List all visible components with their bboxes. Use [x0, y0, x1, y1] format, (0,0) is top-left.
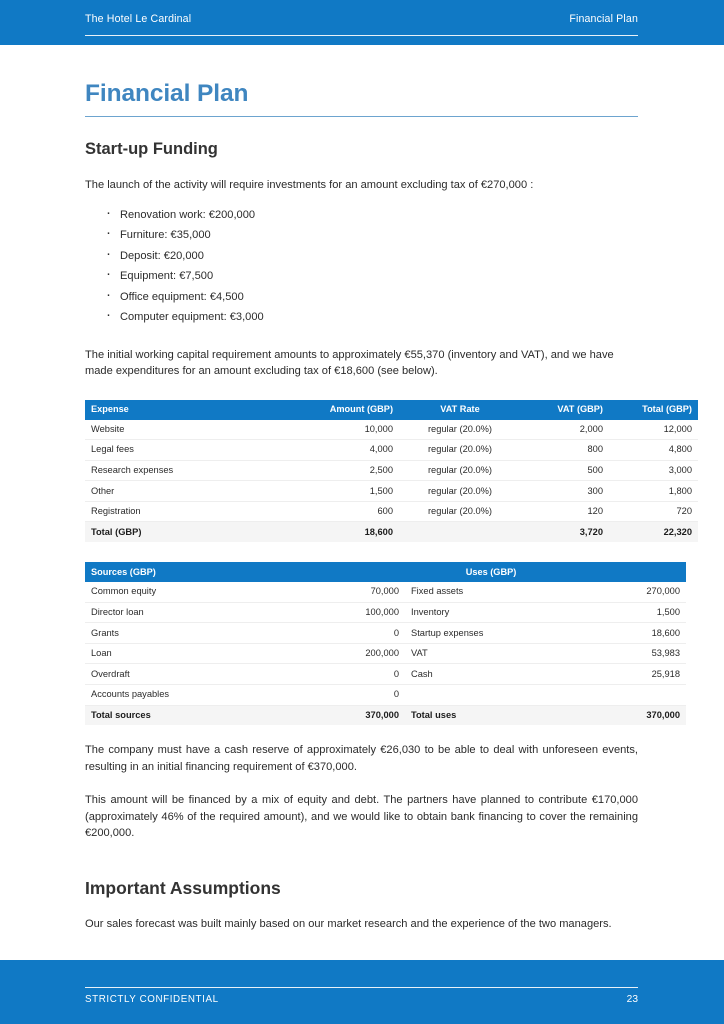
cell-vat-rate: regular (20.0%) — [399, 481, 521, 502]
cell-use-val: 25,918 — [577, 664, 686, 685]
cell-expense: Registration — [85, 501, 293, 522]
cell-vat-rate-total — [399, 522, 521, 542]
cell-use: VAT — [405, 643, 577, 664]
cell-vat: 800 — [521, 440, 609, 461]
cell-source: Accounts payables — [85, 685, 287, 706]
footer-confidentiality-notice: STRICTLY CONFIDENTIAL — [85, 994, 219, 1005]
page-header-band — [0, 0, 724, 45]
cell-total: 720 — [609, 501, 698, 522]
page-header — [85, 13, 638, 36]
cell-total: 1,800 — [609, 481, 698, 502]
cell-source: Overdraft — [85, 664, 287, 685]
table-row — [85, 440, 698, 461]
table-header-row — [85, 400, 698, 420]
list-item: · Deposit: €20,000 — [106, 248, 638, 269]
cell-vat: 120 — [521, 501, 609, 522]
footer-page-number: 23 — [626, 994, 638, 1005]
cell-amount: 1,500 — [293, 481, 399, 502]
list-item: · Renovation work: €200,000 — [106, 207, 638, 228]
cell-use — [405, 685, 577, 706]
column-header-amount: Amount (GBP) — [293, 400, 399, 420]
cell-use-val: 270,000 — [577, 582, 686, 602]
cell-expense: Website — [85, 420, 293, 440]
cell-use-val: 18,600 — [577, 623, 686, 644]
cell-vat-total: 3,720 — [521, 522, 609, 542]
cell-amount: 4,000 — [293, 440, 399, 461]
cell-expense: Legal fees — [85, 440, 293, 461]
column-header-vat-rate: VAT Rate — [399, 400, 521, 420]
cell-source-val: 70,000 — [287, 582, 405, 602]
cell-source-val: 200,000 — [287, 643, 405, 664]
page-footer-band — [0, 960, 724, 1024]
column-header-expense: Expense — [85, 400, 293, 420]
column-header-total: Total (GBP) — [609, 400, 698, 420]
startup-funding-bullet-list — [85, 207, 638, 330]
cell-use: Fixed assets — [405, 582, 577, 602]
table-row — [85, 460, 698, 481]
financing-mix-paragraph: This amount will be financed by a mix of equity and debt. The partners have planned to contribute €170,000 (approximately 46% of the required amount), and we would like to obtain bank financing to cover the remaining €200,000. — [85, 794, 638, 840]
header-company-name: The Hotel Le Cardinal — [85, 13, 192, 25]
column-header-sources: Sources (GBP) — [85, 562, 287, 582]
table-row — [85, 501, 698, 522]
working-capital-paragraph: The initial working capital requirement amounts to approximately €55,370 (inventory and VAT), and we have made expenditures for an amount excluding tax of €18,600 (see below). — [85, 348, 614, 377]
cell-vat: 500 — [521, 460, 609, 481]
cell-vat: 2,000 — [521, 420, 609, 440]
cell-total-sources-label: Total sources — [85, 705, 287, 725]
section-heading-startup-funding: Start-up Funding — [85, 140, 218, 158]
cell-source-val: 0 — [287, 623, 405, 644]
cell-expense-total-label: Total (GBP) — [85, 522, 293, 542]
cell-source-val: 0 — [287, 664, 405, 685]
cell-total-uses-label: Total uses — [405, 705, 577, 725]
table-total-row — [85, 522, 698, 542]
cash-reserve-paragraph: The company must have a cash reserve of approximately €26,030 to be able to deal with unforeseen events, resulting in an initial financing requirement of €370,000. — [85, 744, 638, 773]
cell-amount: 10,000 — [293, 420, 399, 440]
table-row — [85, 623, 686, 644]
cell-vat-rate: regular (20.0%) — [399, 460, 521, 481]
table-total-row — [85, 705, 686, 725]
expense-table — [85, 400, 698, 543]
important-assumptions-paragraph: Our sales forecast was built mainly based on our market research and the experience of the two managers. — [85, 917, 612, 930]
cell-source-val: 0 — [287, 685, 405, 706]
cell-expense: Other — [85, 481, 293, 502]
cell-total-uses-value: 370,000 — [577, 705, 686, 725]
column-header-uses: Uses (GBP) — [405, 562, 577, 582]
cell-amount-total: 18,600 — [293, 522, 399, 542]
table-row — [85, 664, 686, 685]
sources-uses-table — [85, 562, 686, 725]
table-row — [85, 685, 686, 706]
cell-use-val: 1,500 — [577, 602, 686, 623]
cell-amount: 600 — [293, 501, 399, 522]
cell-source: Director loan — [85, 602, 287, 623]
section-heading-important-assumptions: Important Assumptions — [85, 877, 281, 898]
cell-use-val — [577, 685, 686, 706]
cell-total: 12,000 — [609, 420, 698, 440]
title-underline-rule — [85, 116, 638, 117]
list-item: · Furniture: €35,000 — [106, 227, 638, 248]
cell-use: Inventory — [405, 602, 577, 623]
table-row — [85, 420, 698, 440]
cell-expense: Research expenses — [85, 460, 293, 481]
cell-source-val: 100,000 — [287, 602, 405, 623]
table-row — [85, 602, 686, 623]
cell-use: Startup expenses — [405, 623, 577, 644]
cell-source: Loan — [85, 643, 287, 664]
list-item: · Equipment: €7,500 — [106, 268, 638, 289]
cell-total: 3,000 — [609, 460, 698, 481]
table-row — [85, 582, 686, 602]
page-content — [85, 45, 692, 932]
list-item: · Computer equipment: €3,000 — [106, 309, 638, 330]
cell-total-total: 22,320 — [609, 522, 698, 542]
cell-source: Grants — [85, 623, 287, 644]
column-header-vat: VAT (GBP) — [521, 400, 609, 420]
cell-use: Cash — [405, 664, 577, 685]
cell-vat-rate: regular (20.0%) — [399, 501, 521, 522]
cell-amount: 2,500 — [293, 460, 399, 481]
table-row — [85, 643, 686, 664]
cell-vat: 300 — [521, 481, 609, 502]
cell-total-sources-value: 370,000 — [287, 705, 405, 725]
table-header-row — [85, 562, 686, 582]
cell-use-val: 53,983 — [577, 643, 686, 664]
page-footer — [85, 987, 638, 1014]
header-document-name: Financial Plan — [569, 13, 638, 25]
cell-source: Common equity — [85, 582, 287, 602]
startup-funding-intro: The launch of the activity will require investments for an amount excluding tax of €270,000 : — [85, 179, 534, 191]
list-item: · Office equipment: €4,500 — [106, 289, 638, 310]
cell-vat-rate: regular (20.0%) — [399, 440, 521, 461]
cell-vat-rate: regular (20.0%) — [399, 420, 521, 440]
page-title: Financial Plan — [85, 80, 249, 107]
cell-total: 4,800 — [609, 440, 698, 461]
table-row — [85, 481, 698, 502]
